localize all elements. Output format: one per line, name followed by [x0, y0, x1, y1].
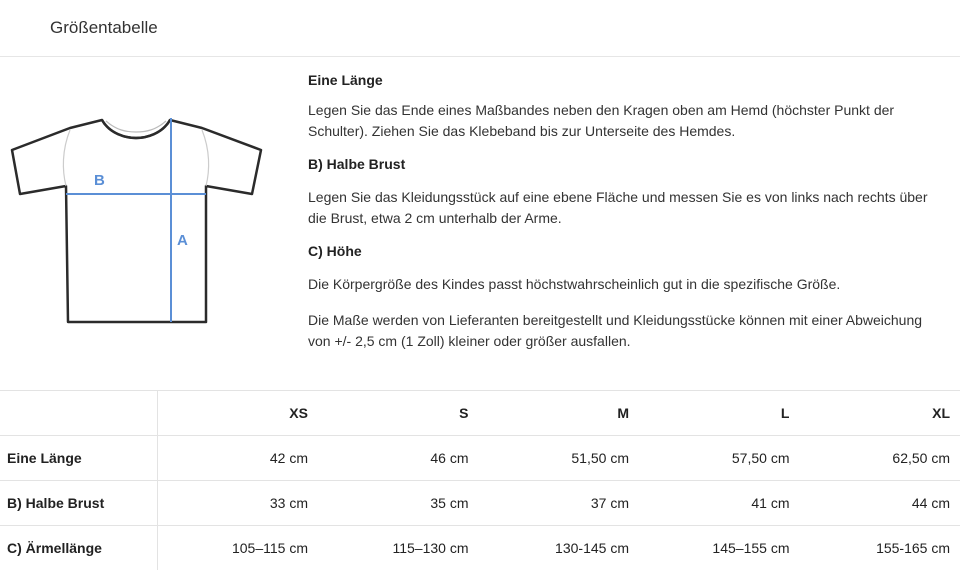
table-corner [0, 391, 157, 436]
section-c-title: C) Höhe [308, 243, 362, 259]
table-cell: 35 cm [318, 481, 479, 526]
row-label: Eine Länge [0, 436, 157, 481]
size-note: Die Maße werden von Lieferanten bereitgestellt und Kleidungsstücke können mit einer Abweichung von +/- 2,5 cm (1 Zoll) kleiner oder größer ausfallen. [308, 312, 923, 349]
table-cell: 130-145 cm [478, 526, 639, 570]
table-cell: 57,50 cm [639, 436, 800, 481]
size-table [0, 390, 960, 570]
row-label: B) Halbe Brust [0, 481, 157, 526]
table-cell: 145–155 cm [639, 526, 800, 570]
table-cell: 44 cm [799, 481, 960, 526]
table-cell: 41 cm [639, 481, 800, 526]
table-cell: 105–115 cm [157, 526, 318, 570]
table-cell: 42 cm [157, 436, 318, 481]
header [0, 0, 960, 57]
section-a-title: Eine Länge [308, 72, 383, 88]
column-header: XS [157, 391, 318, 436]
table-cell: 155-165 cm [799, 526, 960, 570]
section-a-text: Legen Sie das Ende eines Maßbandes neben den Kragen oben am Hemd (höchster Punkt der Schulter). Ziehen Sie das Klebeband bis zur Unterseite des Hemdes. [308, 102, 895, 139]
table-cell: 46 cm [318, 436, 479, 481]
section-b-text: Legen Sie das Kleidungsstück auf eine ebene Fläche und messen Sie es von links nach rechts über die Brust, etwa 2 cm unterhalb der Arme. [308, 189, 928, 226]
table-header-row [0, 391, 960, 436]
measurement-description [308, 70, 948, 352]
tshirt-illustration [6, 110, 268, 330]
table-row [0, 481, 960, 526]
label-b: B [94, 172, 105, 189]
column-header: M [478, 391, 639, 436]
label-a: A [177, 232, 188, 249]
column-header: L [639, 391, 800, 436]
section-c-text: Die Körpergröße des Kindes passt höchstwahrscheinlich gut in die spezifische Größe. [308, 276, 841, 292]
table-row [0, 436, 960, 481]
table-cell: 62,50 cm [799, 436, 960, 481]
column-header: XL [799, 391, 960, 436]
table-cell: 37 cm [478, 481, 639, 526]
row-label: C) Ärmellänge [0, 526, 157, 570]
table-cell: 51,50 cm [478, 436, 639, 481]
table-cell: 115–130 cm [318, 526, 479, 570]
section-b-title: B) Halbe Brust [308, 156, 406, 172]
table-cell: 33 cm [157, 481, 318, 526]
table-row [0, 526, 960, 570]
column-header: S [318, 391, 479, 436]
page-title: Größentabelle [50, 18, 158, 37]
